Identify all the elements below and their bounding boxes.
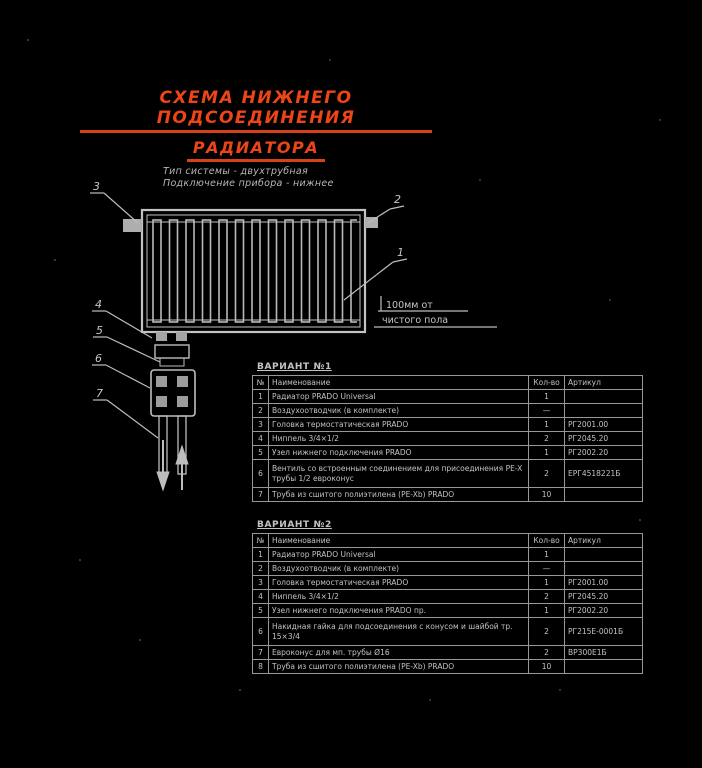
qty-cell: 1: [529, 548, 565, 562]
name-cell: Головка термостатическая PRADO: [269, 576, 529, 590]
name-cell: Ниппель 3/4×1/2: [269, 590, 529, 604]
col-article: Артикул: [565, 534, 643, 548]
qty-cell: 10: [529, 660, 565, 674]
name-cell: Радиатор PRADO Universal: [269, 548, 529, 562]
qty-cell: 2: [529, 618, 565, 646]
table-row: [253, 418, 643, 432]
article-cell: РГ2045.20: [565, 432, 643, 446]
variant-2-label: ВАРИАНТ №2: [257, 520, 332, 530]
name-cell: Головка термостатическая PRADO: [269, 418, 529, 432]
connection-type-line: Подключение прибора - нижнее: [163, 178, 334, 189]
table-row: [253, 390, 643, 404]
callout-1-label: 1: [397, 246, 404, 259]
callout-7-label: 7: [96, 387, 103, 400]
system-type-line: Тип системы - двухтрубная: [163, 166, 309, 177]
callout-5-label: 5: [96, 324, 103, 337]
pos-cell: 2: [253, 404, 269, 418]
left-plug: [123, 219, 142, 232]
table-row: [253, 604, 643, 618]
col-num: №: [253, 534, 269, 548]
name-cell: Радиатор PRADO Universal: [269, 390, 529, 404]
radiator-body: [142, 210, 365, 332]
name-cell: Ниппель 3/4×1/2: [269, 432, 529, 446]
qty-cell: 1: [529, 390, 565, 404]
pos-cell: 7: [253, 488, 269, 502]
name-cell: Вентиль со встроенным соединением для присоединения PE-X трубы 1/2 евроконус: [269, 460, 529, 488]
callout-3-label: 3: [93, 180, 100, 193]
table-row: [253, 590, 643, 604]
name-cell: Труба из сшитого полиэтилена (PE-Xb) PRADO: [269, 660, 529, 674]
floor-note-line-2: чистого пола: [382, 315, 449, 326]
pos-cell: 1: [253, 390, 269, 404]
qty-cell: 2: [529, 646, 565, 660]
qty-cell: 1: [529, 418, 565, 432]
name-cell: Узел нижнего подключения PRADO пр.: [269, 604, 529, 618]
pos-cell: 2: [253, 562, 269, 576]
title-line-2: РАДИАТОРА: [187, 138, 325, 162]
title-line-1: СХЕМА НИЖНЕГО ПОДСОЕДИНЕНИЯ: [80, 88, 432, 133]
pos-cell: 6: [253, 460, 269, 488]
article-cell: РГ2001.00: [565, 576, 643, 590]
qty-cell: 2: [529, 432, 565, 446]
article-cell: [565, 390, 643, 404]
table-row: [253, 460, 643, 488]
article-cell: РГ215Е-0001Б: [565, 618, 643, 646]
col-name: Наименование: [269, 534, 529, 548]
name-cell: Воздухоотводчик (в комплекте): [269, 404, 529, 418]
pos-cell: 5: [253, 446, 269, 460]
article-cell: РГ2045.20: [565, 590, 643, 604]
col-name: Наименование: [269, 376, 529, 390]
table-row: [253, 446, 643, 460]
pos-cell: 6: [253, 618, 269, 646]
name-cell: Накидная гайка для подсоединения с конусом и шайбой тр. 15×3/4: [269, 618, 529, 646]
pos-cell: 5: [253, 604, 269, 618]
pos-cell: 4: [253, 432, 269, 446]
callout-4-label: 4: [95, 298, 102, 311]
article-cell: [565, 488, 643, 502]
qty-cell: 2: [529, 460, 565, 488]
table-row: [253, 404, 643, 418]
article-cell: ВР300Е1Б: [565, 646, 643, 660]
article-cell: ЕРГ4518221Б: [565, 460, 643, 488]
variant-1-table: [252, 375, 643, 502]
col-num: №: [253, 376, 269, 390]
article-cell: РГ2002.20: [565, 604, 643, 618]
article-cell: [565, 548, 643, 562]
table-row: [253, 562, 643, 576]
qty-cell: 10: [529, 488, 565, 502]
radiator-fins: [150, 218, 357, 324]
table-header-row: [253, 534, 643, 548]
name-cell: Узел нижнего подключения PRADO: [269, 446, 529, 460]
article-cell: РГ2002.20: [565, 446, 643, 460]
table-row: [253, 660, 643, 674]
qty-cell: 2: [529, 590, 565, 604]
col-qty: Кол-во: [529, 534, 565, 548]
col-qty: Кол-во: [529, 376, 565, 390]
name-cell: Воздухоотводчик (в комплекте): [269, 562, 529, 576]
table-header-row: [253, 376, 643, 390]
table-row: [253, 488, 643, 502]
table-row: [253, 432, 643, 446]
table-row: [253, 618, 643, 646]
pos-cell: 7: [253, 646, 269, 660]
pos-cell: 4: [253, 590, 269, 604]
variant-1-label: ВАРИАНТ №1: [257, 362, 332, 372]
col-article: Артикул: [565, 376, 643, 390]
bottom-connection-unit: [151, 345, 195, 474]
table-row: [253, 646, 643, 660]
bottom-stub-left: [156, 332, 167, 341]
floor-height-note: [374, 296, 497, 327]
bottom-stub-right: [176, 332, 187, 341]
air-vent: [365, 217, 378, 228]
qty-cell: 1: [529, 604, 565, 618]
qty-cell: 1: [529, 576, 565, 590]
article-cell: РГ2001.00: [565, 418, 643, 432]
name-cell: Евроконус для мп. трубы Ø16: [269, 646, 529, 660]
pos-cell: 3: [253, 576, 269, 590]
qty-cell: —: [529, 404, 565, 418]
article-cell: [565, 562, 643, 576]
article-cell: [565, 404, 643, 418]
table-row: [253, 548, 643, 562]
table-row: [253, 576, 643, 590]
pos-cell: 8: [253, 660, 269, 674]
qty-cell: 1: [529, 446, 565, 460]
article-cell: [565, 660, 643, 674]
pos-cell: 1: [253, 548, 269, 562]
qty-cell: —: [529, 562, 565, 576]
name-cell: Труба из сшитого полиэтилена (PE-Xb) PRADO: [269, 488, 529, 502]
floor-note-line-1: 100мм от: [386, 300, 433, 311]
callout-6-label: 6: [95, 352, 102, 365]
pos-cell: 3: [253, 418, 269, 432]
callout-2-label: 2: [394, 193, 401, 206]
variant-2-table: [252, 533, 643, 674]
